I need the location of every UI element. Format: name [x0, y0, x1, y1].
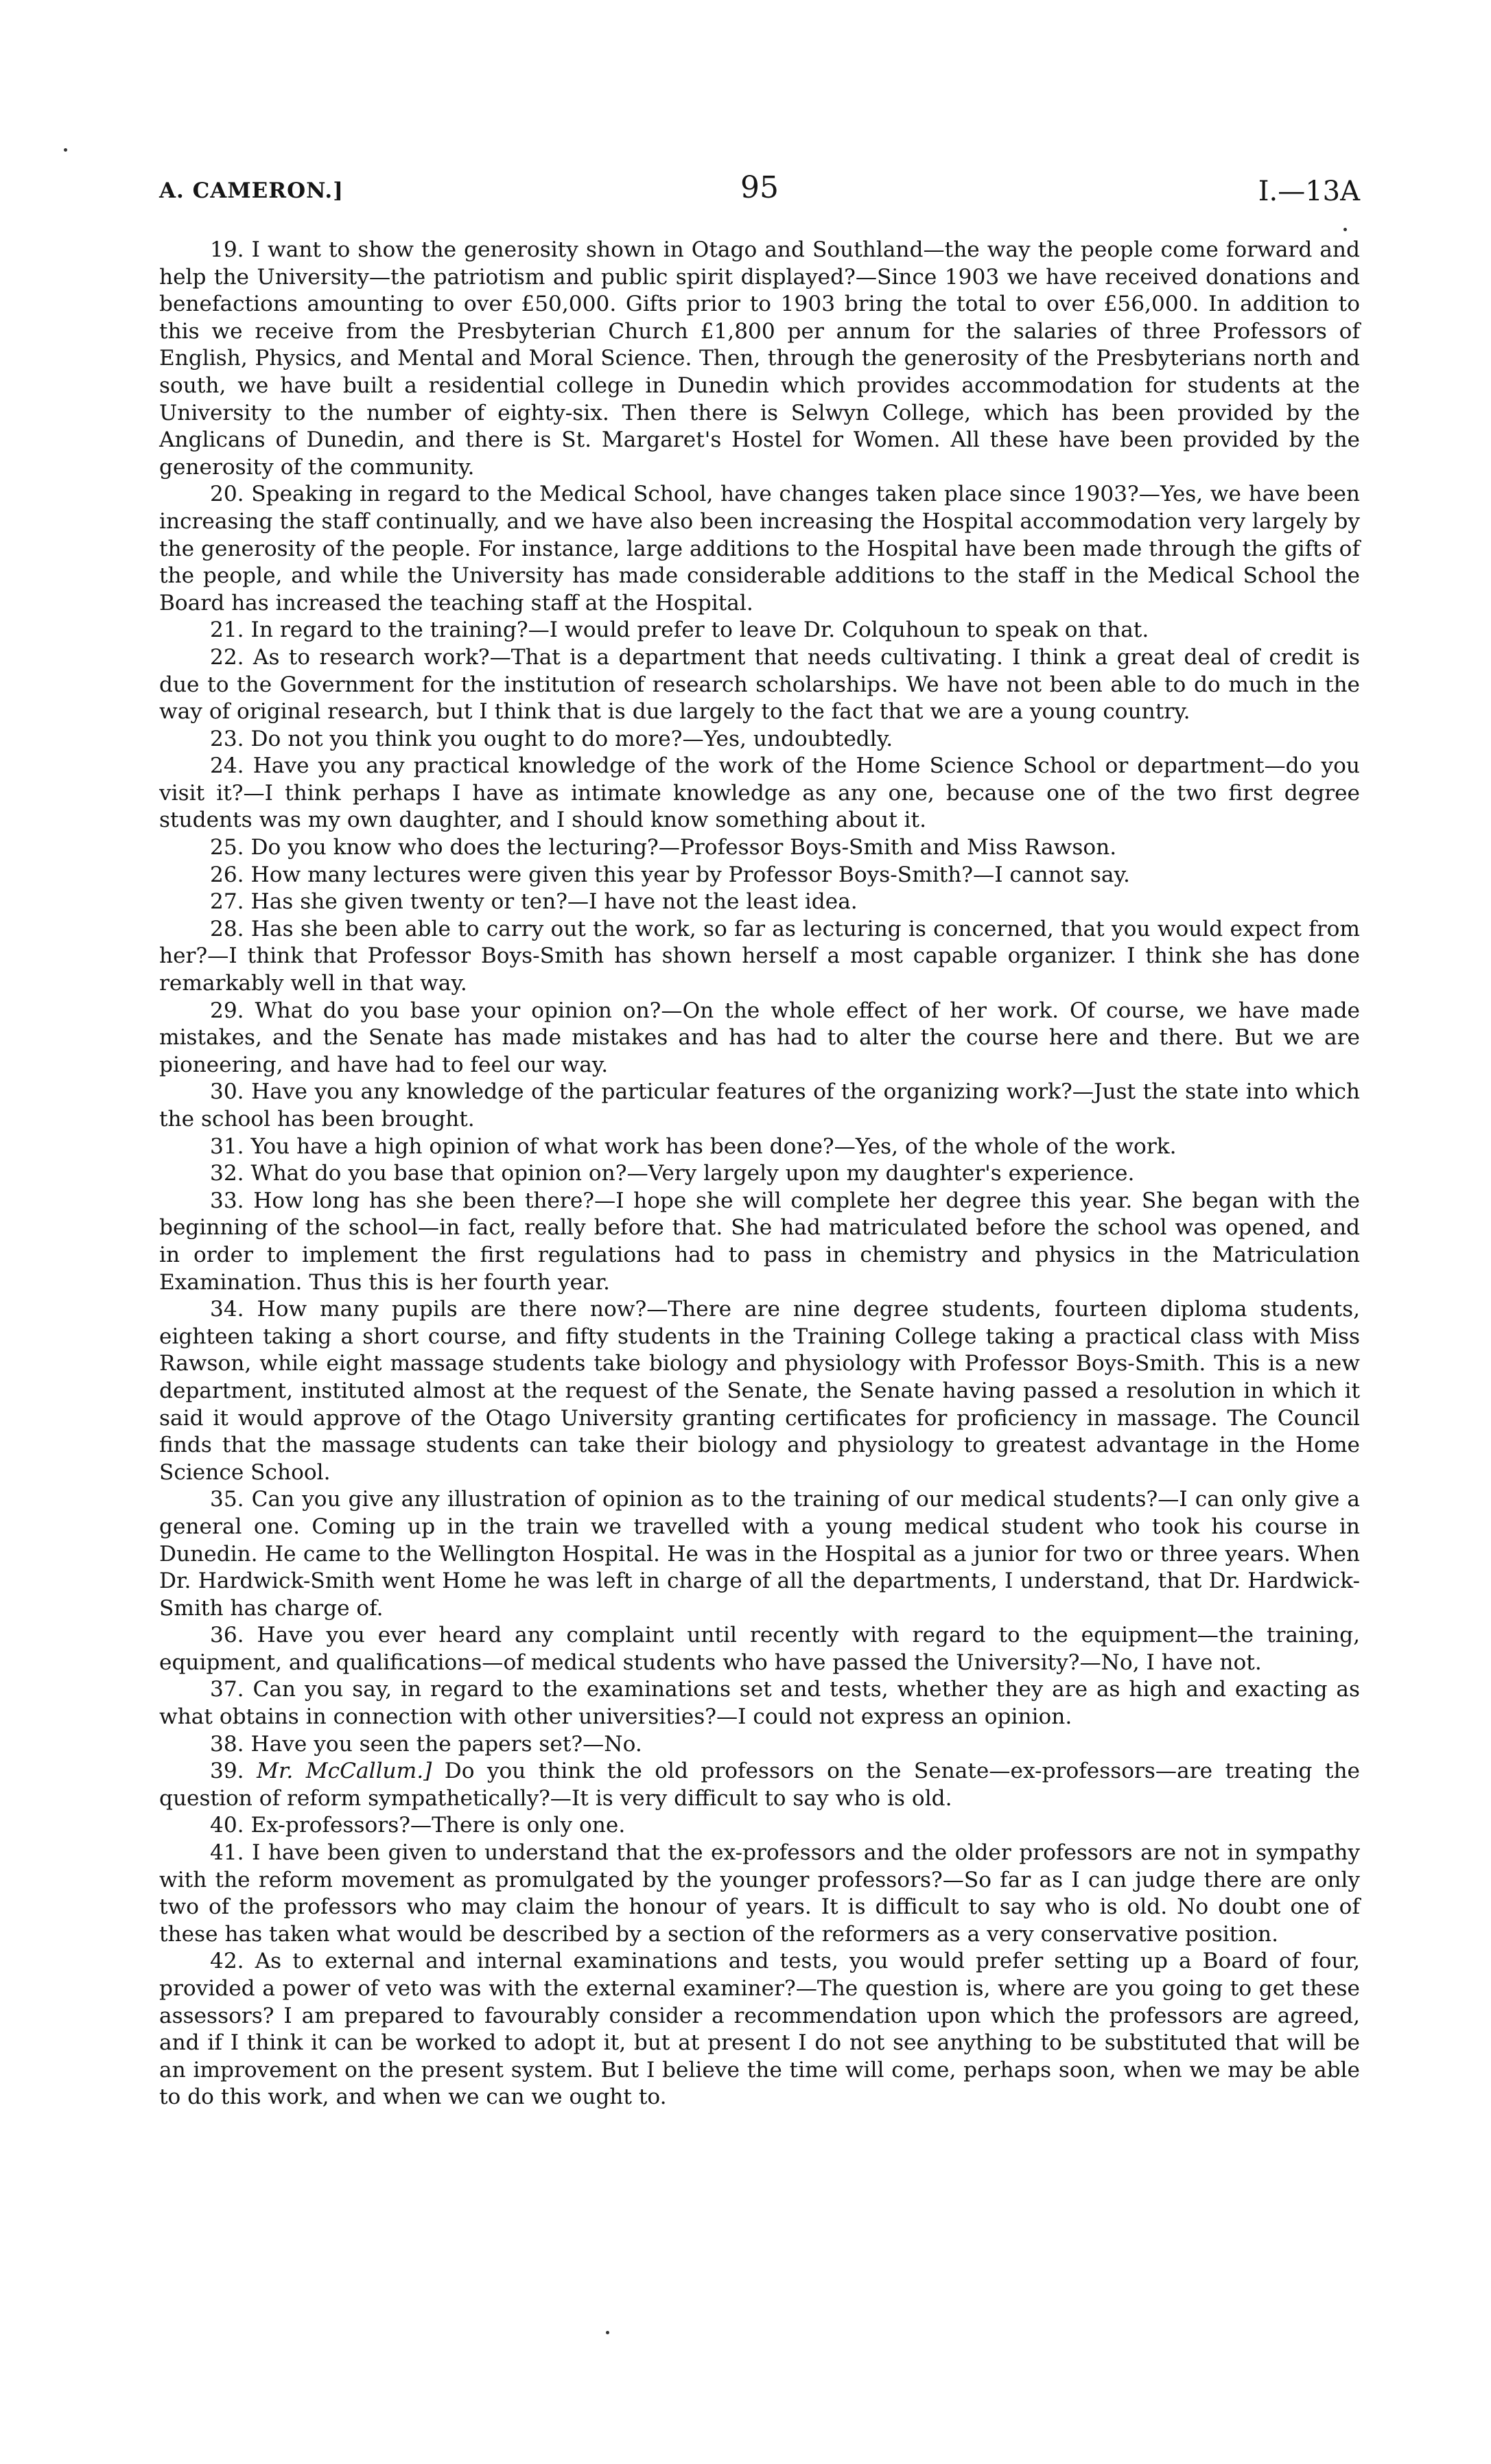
paragraph: 21. In regard to the training?—I would prefer to leave Dr. Colquhoun to speak on that. [210, 618, 1149, 643]
paragraph: 23. Do not you think you ought to do more?—Yes, undoubtedly. [210, 726, 893, 751]
paragraph: 28. Has she been able to carry out the work, so far as lecturing is concerned, that you would expect from her?—I think that Professor Boys-Smith has shown herself a most capable organizer. I think she has done remarkably well in that way. [159, 916, 1360, 996]
witness-name: A. CAMERON.] [159, 178, 344, 203]
speck-mark [64, 148, 67, 152]
paragraph: 42. As to external and internal examinations and tests, you would prefer setting up a Board of four, provided a power of veto was with the external examiner?—The question is, where are you going to get these assessors? I am prepared to favourably consider a recommendation upon which the professors are agreed, and if I think it can be worked to adopt it, but at present I do not see anything to be substituted that will be an improvement on the present system. But I believe the time will come, perhaps soon, when we may be able to do this work, and when we can we ought to. [159, 1949, 1360, 2110]
speck-mark [606, 2331, 609, 2334]
paragraph: 39. Mr. McCallum.] Do you think the old professors on the Senate—ex-professors—are treating the question of reform sympathetically?—It is very difficult to say who is old. [159, 1759, 1360, 1811]
paragraph: 31. You have a high opinion of what work has been done?—Yes, of the whole of the work. [210, 1134, 1177, 1159]
document-reference: I.—13A [1258, 176, 1360, 207]
paragraph: 26. How many lectures were given this year by Professor Boys-Smith?—I cannot say. [210, 862, 1130, 887]
paragraph: 36. Have you ever heard any complaint until recently with regard to the equipment—the training, equipment, and qualifications—of medical students who have passed the University?—No, I have not. [159, 1623, 1360, 1675]
testimony-body [159, 237, 1360, 2111]
paragraph: 40. Ex-professors?—There is only one. [210, 1813, 626, 1838]
page-number: 95 [740, 170, 779, 205]
paragraph: 37. Can you say, in regard to the examinations set and tests, whether they are as high and exacting as what obtains in connection with other universities?—I could not express an opinion. [159, 1677, 1360, 1730]
paragraph: 20. Speaking in regard to the Medical School, have changes taken place since 1903?—Yes, we have been increasing the staff continually, and we have also been increasing the Hospital accommodation very largely by the generosity of the people. For instance, large additions to the Hospital have been made through the gifts of the people, and while the University has made considerable additions to the staff in the Medical School the Board has increased the teaching staff at the Hospital. [159, 482, 1360, 615]
paragraph: 29. What do you base your opinion on?—On the whole effect of her work. Of course, we have made mistakes, and the Senate has made mistakes and has had to alter the course here and there. But we are pioneering, and have had to feel our way. [159, 998, 1360, 1077]
paragraph: 41. I have been given to understand that the ex-professors and the older professors are not in sympathy with the reform movement as promulgated by the younger professors?—So far as I can judge there are only two of the professors who may claim the honour of years. It is difficult to say who is old. No doubt one of these has taken what would be described by a section of the reformers as a very conservative position. [159, 1840, 1360, 1947]
paragraph: 19. I want to show the generosity shown in Otago and Southland—the way the people come forward and help the University—the patriotism and public spirit displayed?—Since 1903 we have received donations and benefactions amounting to over £50,000. Gifts prior to 1903 bring the total to over £56,000. In addition to this we receive from the Presbyterian Church £1,800 per annum for the salaries of three Professors of English, Physics, and Mental and Moral Science. Then, through the generosity of the Presbyterians north and south, we have built a residential college in Dunedin which provides accommodation for students at the University to the number of eighty-six. Then there is Selwyn College, which has been provided by the Anglicans of Dunedin, and there is St. Margaret's Hostel for Women. All these have been provided by the generosity of the community. [159, 237, 1360, 480]
question-number: 39. [210, 1759, 257, 1784]
paragraph: 34. How many pupils are there now?—There are nine degree students, fourteen diploma students, eighteen taking a short course, and fifty students in the Training College taking a practical class with Miss Rawson, while eight massage students take biology and physiology with Professor Boys-Smith. This is a new department, instituted almost at the request of the Senate, the Senate having passed a resolution in which it said it would approve of the Otago University granting certificates for proficiency in massage. The Council finds that the massage students can take their biology and physiology to greatest advantage in the Home Science School. [159, 1297, 1360, 1485]
paragraph: 35. Can you give any illustration of opinion as to the training of our medical students?—I can only give a general one. Coming up in the train we travelled with a young medical student who took his course in Dunedin. He came to the Wellington Hospital. He was in the Hospital as a junior for two or three years. When Dr. Hardwick-Smith went Home he was left in charge of all the departments, I understand, that Dr. Hardwick-Smith has charge of. [159, 1487, 1360, 1621]
paragraph: 27. Has she given twenty or ten?—I have not the least idea. [210, 889, 858, 915]
paragraph: 32. What do you base that opinion on?—Very largely upon my daughter's experience. [210, 1161, 1135, 1186]
paragraph: 25. Do you know who does the lecturing?—Professor Boys-Smith and Miss Rawson. [210, 835, 1117, 860]
speck-mark [1343, 228, 1347, 231]
paragraph: 38. Have you seen the papers set?—No. [210, 1731, 642, 1757]
paragraph: 33. How long has she been there?—I hope she will complete her degree this year. She began with the beginning of the school—in fact, really before that. She had matriculated before the school was opened, and in order to implement the first regulations had to pass in chemistry and physics in the Matriculation Examination. Thus this is her fourth year. [159, 1188, 1360, 1295]
paragraph: 24. Have you any practical knowledge of the work of the Home Science School or department—do you visit it?—I think perhaps I have as intimate knowledge as any one, because one of the two first degree students was my own daughter, and I should know something about it. [159, 753, 1360, 833]
paragraph: 22. As to research work?—That is a department that needs cultivating. I think a great deal of credit is due to the Government for the institution of research scholarships. We have not been able to do much in the way of original research, but I think that is due largely to the fact that we are a young country. [159, 644, 1360, 725]
paragraph: 30. Have you any knowledge of the particular features of the organizing work?—Just the state into which the school has been brought. [159, 1079, 1360, 1131]
speaker-name: Mr. McCallum.] [257, 1759, 432, 1784]
page-header [159, 170, 1360, 211]
